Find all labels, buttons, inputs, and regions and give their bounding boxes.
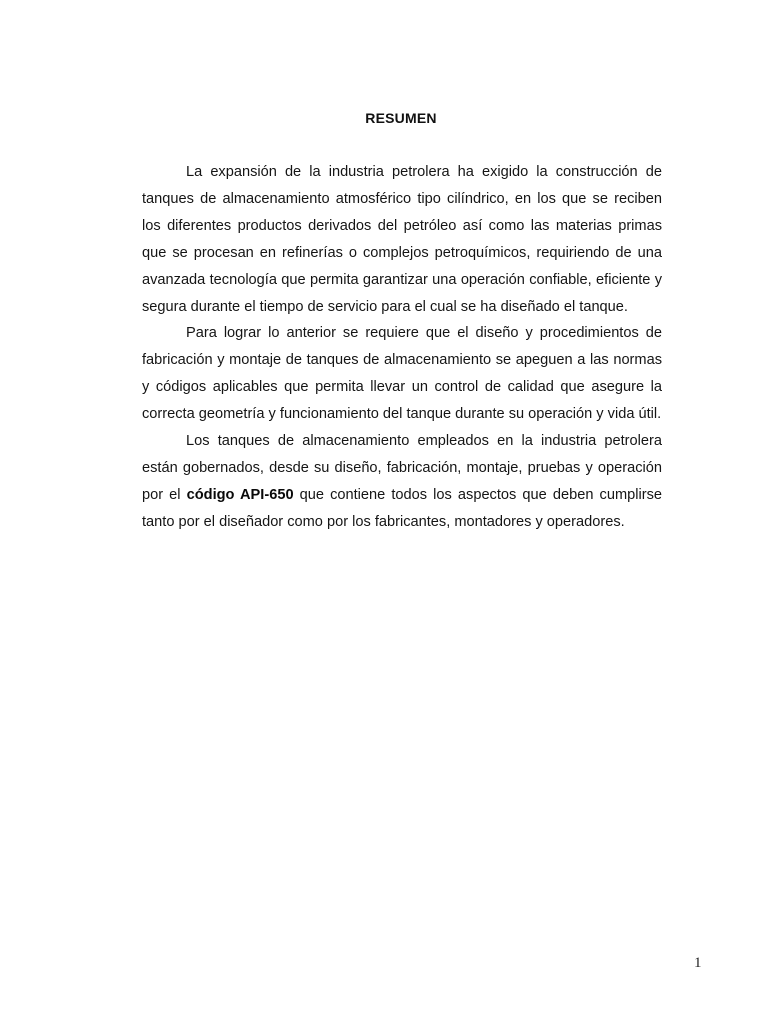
paragraph-1: La expansión de la industria petrolera ha exigido la construcción de tanques de almacenamiento atmosférico tipo cilíndrico, en los que se reciben los diferentes productos derivados del petróleo así como las materias primas que se procesan en refinerías o complejos petroquímicos, requiriendo de una avanzada tecnología que permita garantizar una operación confiable, eficiente y segura durante el tiempo de servicio para el cual se ha diseñado el tanque. [142,164,662,315]
paragraph-3-text-start: Los tanques de almacenamiento empleados en la industria petrolera están gobernados, desde su diseño, fabricación, montaje, pruebas y operación por el [142,433,662,503]
document-body [142,159,662,536]
paragraph-3 [142,428,662,536]
page-title: RESUMEN [365,110,437,126]
api-650-code-reference: código API-650 [186,486,294,503]
paragraph-2: Para lograr lo anterior se requiere que el diseño y procedimientos de fabricación y montaje de tanques de almacenamiento se apeguen a las normas y códigos aplicables que permita llevar un control de calidad que asegure la correcta geometría y funcionamiento del tanque durante su operación y vida útil. [142,325,662,423]
page-number: 1 [694,955,702,971]
paragraph-3-text-end: que contiene todos los aspectos que deben cumplirse tanto por el diseñador como por los fabricantes, montadores y operadores. [142,486,662,530]
